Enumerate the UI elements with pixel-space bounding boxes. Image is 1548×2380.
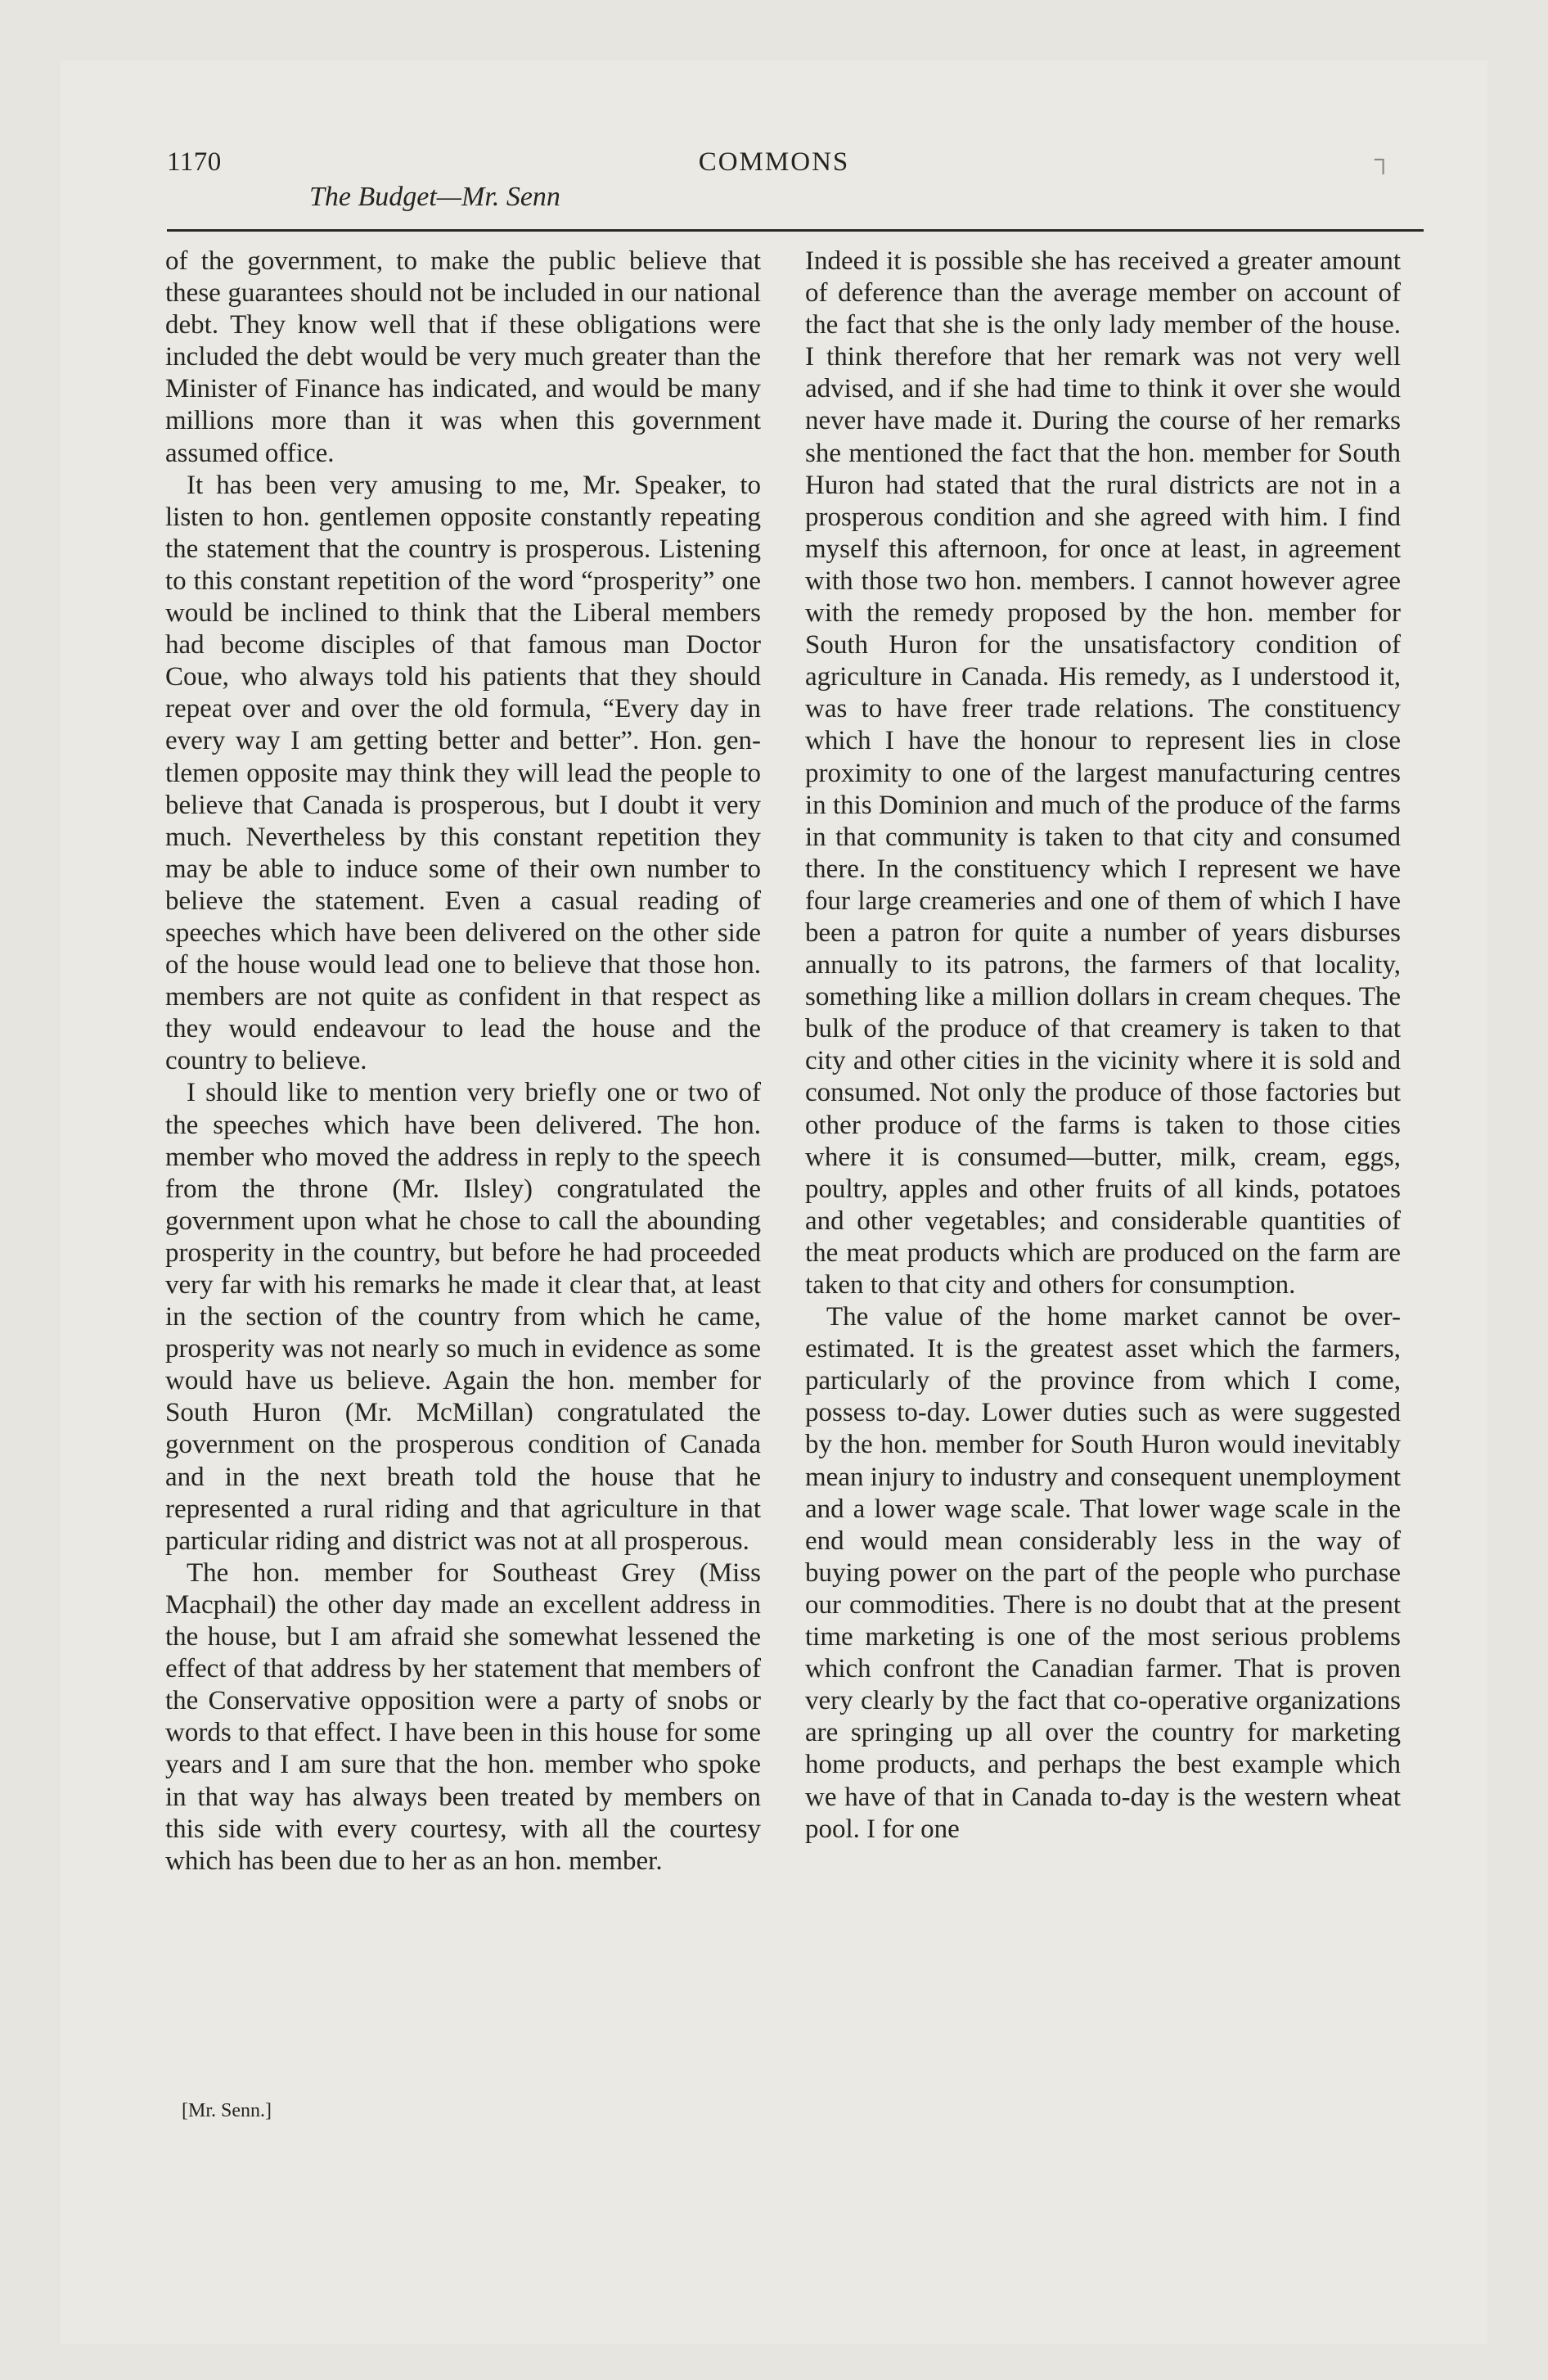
paragraph: of the government, to make the public believe that these guarantees should not be included in our national debt. They know well that if these obligations were included the debt would be very much greater than the Minister of Finance has indicated, and would be many millions more than it was when this government assumed office. <box>165 246 761 468</box>
right-column <box>805 246 1401 1846</box>
paragraph: The hon. member for Southeast Grey (Miss Macphail) the other day made an excellent address in the house, but I am afraid she somewhat lessened the effect of that address by her statement that members of the Conservative opposition were a party of snobs or words to that effect. I have been in this house for some years and I am sure that the hon. member who spoke in that way has always been treated by members on this side with every courtesy, with all the courtesy which has been due to her as an hon. member. <box>165 1557 761 1876</box>
speaker-signature: [Mr. Senn.] <box>182 2100 272 2121</box>
page-number: 1170 <box>167 147 222 177</box>
running-head: The Budget—Mr. Senn <box>309 182 560 212</box>
page-header-title: COMMONS <box>698 147 850 177</box>
paragraph: Indeed it is possible she has received a greater amount of deference than the average member on account of the fact that she is the only lady member of the house. I think therefore that her remark was not very well advised, and if she had time to think it over she would never have made it. During the course of her remarks she mentioned the fact that the hon. member for South Huron had stated that the rural districts are not in a prosperous condition and she agreed with him. I find myself this afternoon, for once at least, in agreement with those two hon. members. I cannot however agree with the remedy proposed by the hon. member for South Huron for the unsatisfactory condition of agriculture in Canada. His remedy, as I understood it, was to have freer trade relations. The constituency which I have the honour to represent lies in close proximity to one of the largest manufacturing centres in this Dominion and much of the produce of the farms in that community is taken to that city and consumed there. In the constituency which I represent we have four large creameries and one of them of which I have been a patron for quite a number of years disburses annually to its patrons, the farmers of that locality, something like a million dollars in cream cheques. The bulk of the produce of that creamery is taken to that city and other cities in the vicinity where it is sold and consumed. Not only the produce of those factories but other produce of the farms is taken to those cities where it is consumed—butter, milk, cream, eggs, poultry, apples and other fruits of all kinds, potatoes and other vegetables; and considerable quantities of the meat products which are produced on the farm are taken to that city and others for consumption. <box>805 246 1401 1300</box>
paragraph: It has been very amusing to me, Mr. Speaker, to listen to hon. gentlemen opposite constantly repeating the statement that the country is prosperous. Listening to this constant repetition of the word “prosperity” one would be inclined to think that the Liberal members had become disciples of that famous man Doctor Coue, who always told his patients that they should repeat over and over the old formula, “Every day in every way I am getting better and better”. Hon. gentlemen opposite may think they will lead the people to believe that Canada is prosperous, but I doubt it very much. Nevertheless by this constant repetition they may be able to induce some of their own number to believe the statement. Even a casual reading of speeches which have been delivered on the other side of the house would lead one to believe that those hon. members are not quite as confident in that respect as they would endeavour to lead the house and the country to believe. <box>165 470 761 1076</box>
left-column <box>165 246 761 1877</box>
paragraph: The value of the home market cannot be over-estimated. It is the greatest asset which the farmers, particularly of the province from which I come, possess to-day. Lower duties such as were suggested by the hon. member for South Huron would inevitably mean injury to industry and consequent unemployment and a lower wage scale. That lower wage scale in the end would mean considerably less in the way of buying power on the part of the people who purchase our commodities. There is no doubt that at the present time marketing is one of the most serious problems which confront the Canadian farmer. That is proven very clearly by the fact that co-operative organizations are springing up all over the country for marketing home products, and perhaps the best example which we have of that in Canada to-day is the western wheat pool. I for one <box>805 1302 1401 1844</box>
header-rule <box>167 229 1424 232</box>
corner-mark-icon: ┐ <box>1375 146 1393 173</box>
paragraph: I should like to mention very briefly one or two of the speeches which have been delivered. The hon. member who moved the address in reply to the speech from the throne (Mr. Ilsley) congratulated the government upon what he chose to call the abounding prosperity in the country, but before he had proceeded very far with his remarks he made it clear that, at least in the section of the country from which he came, prosperity was not nearly so much in evidence as some would have us believe. Again the hon. member for South Huron (Mr. McMillan) congratulated the government on the prosperous condition of Canada and in the next breath told the house that he represented a rural riding and that agriculture in that particular riding and district was not at all prosperous. <box>165 1078 761 1556</box>
